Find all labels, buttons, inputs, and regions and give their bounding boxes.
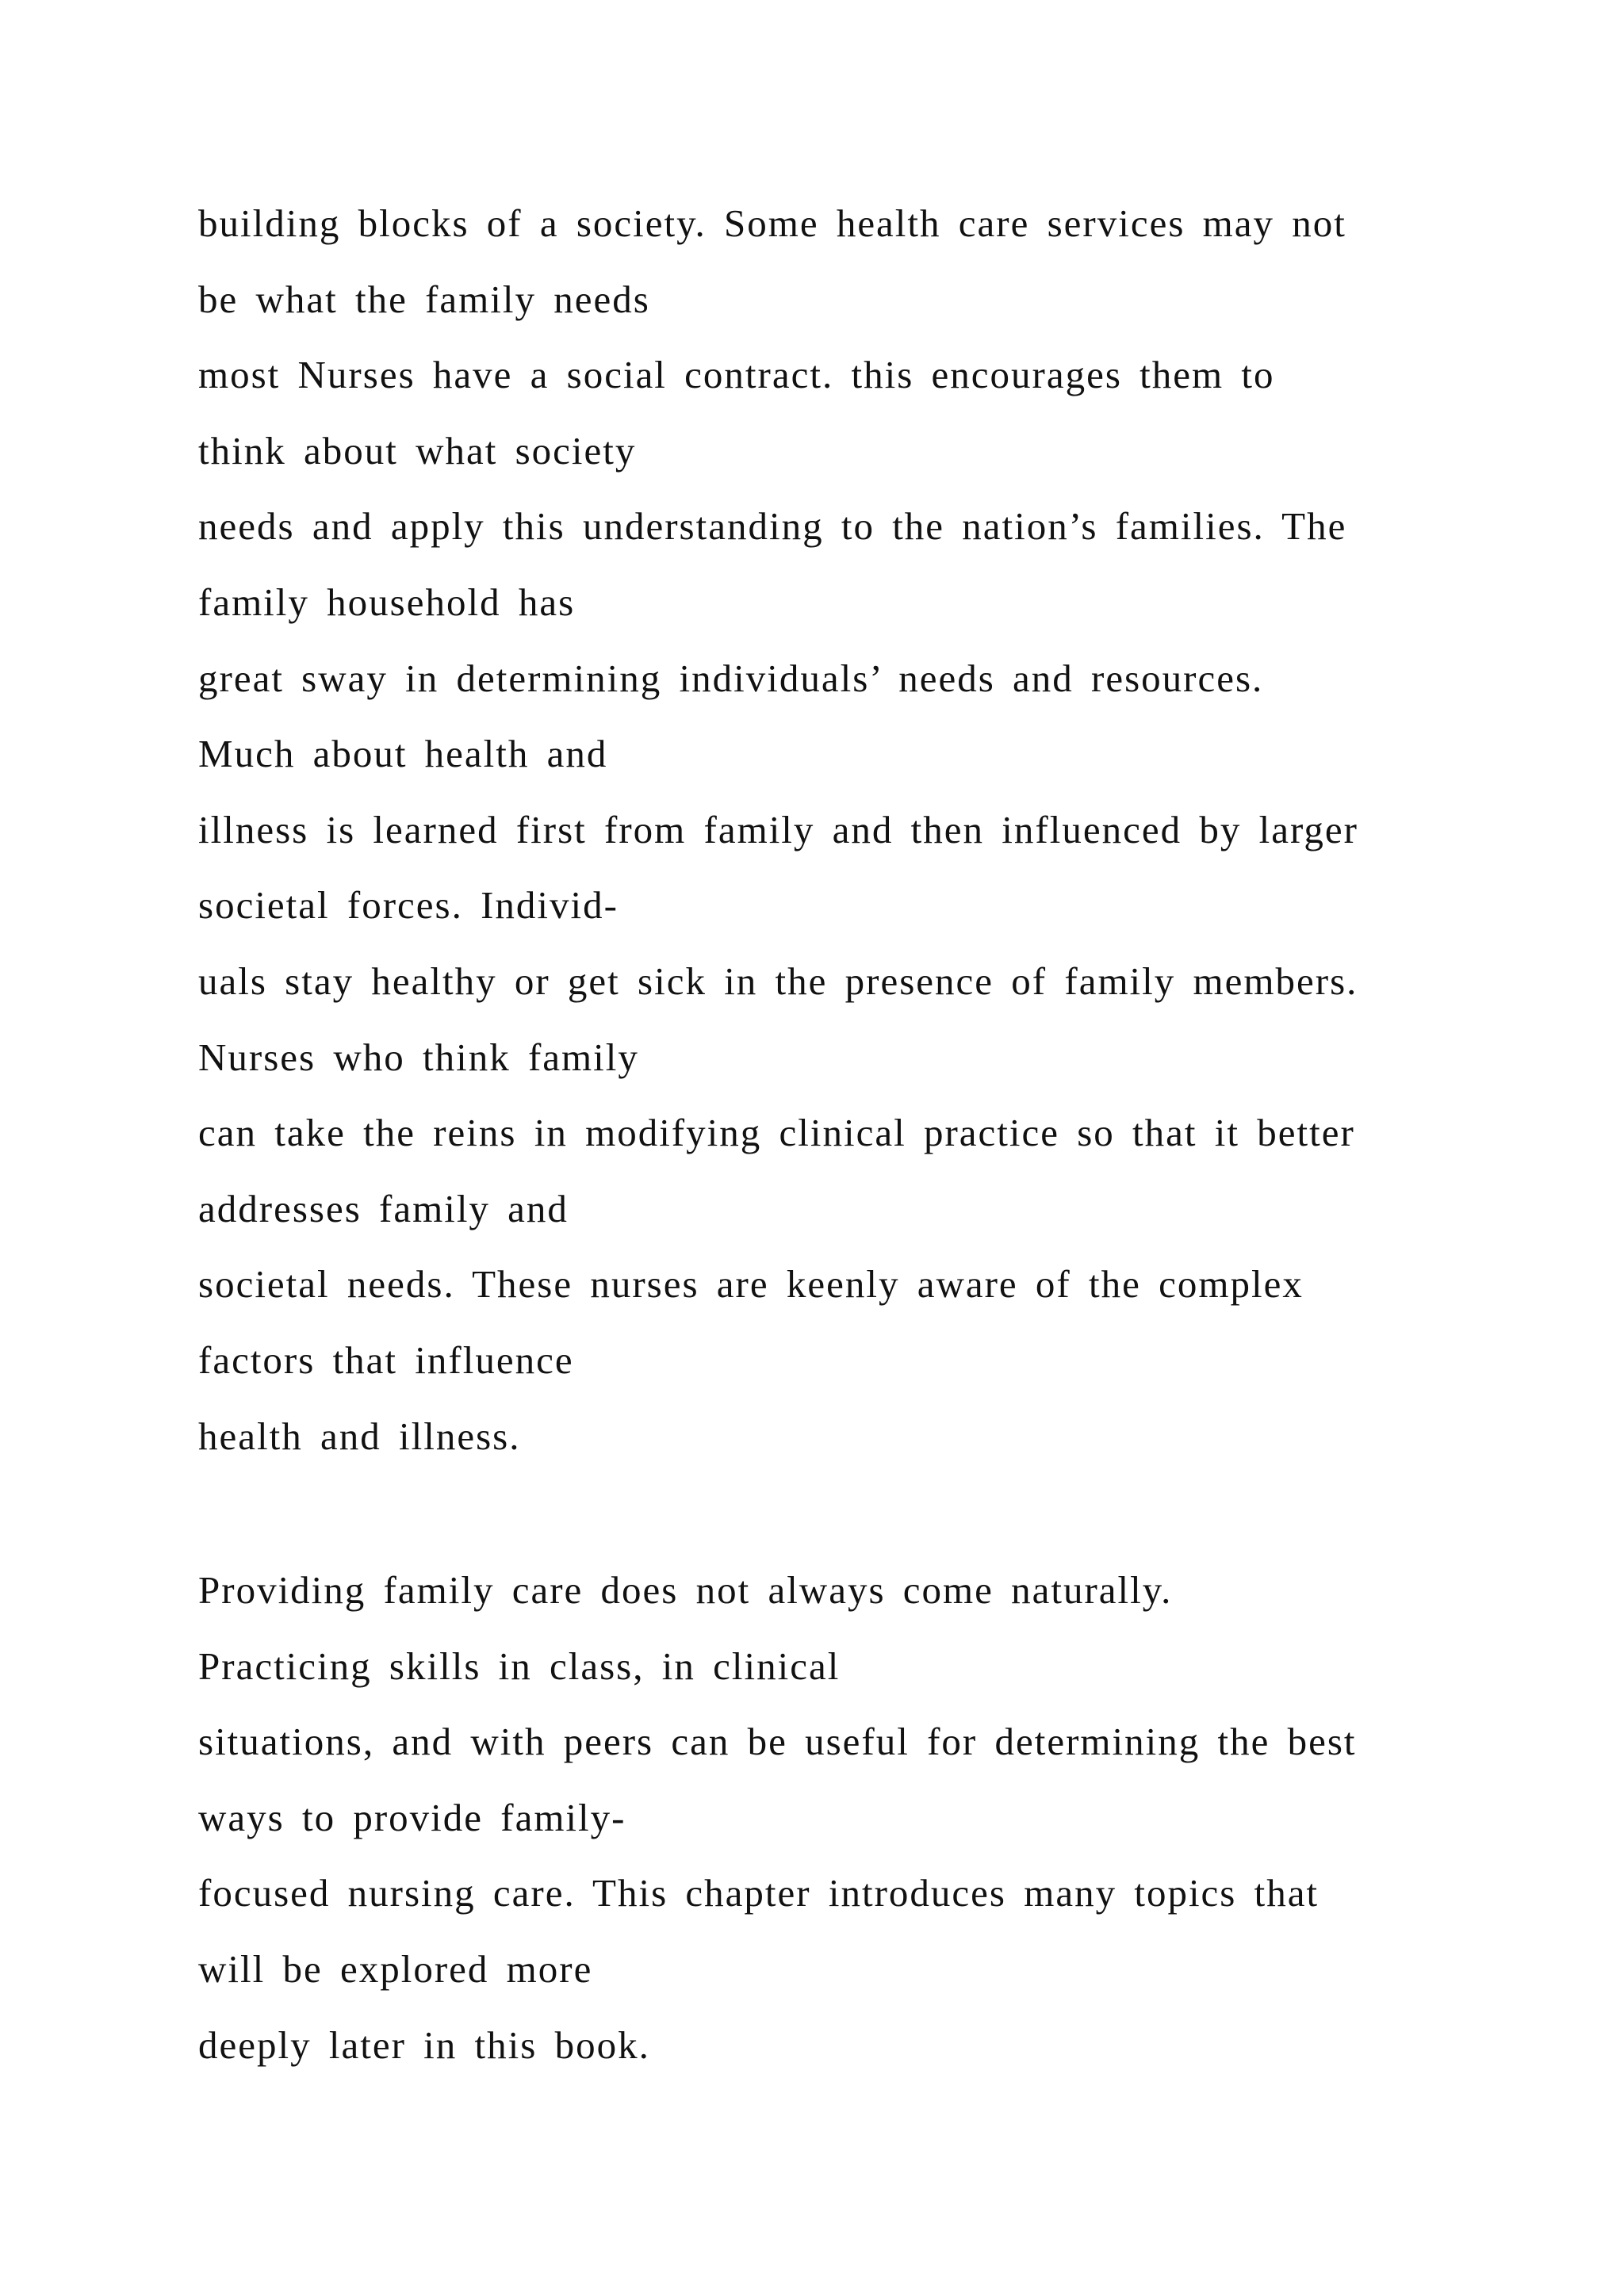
text-line: illness is learned first from family and then influenced by larger (198, 807, 1358, 851)
text-line: focused nursing care. This chapter introduces many topics that (198, 1871, 1320, 1915)
text-line: addresses family and (198, 1186, 569, 1230)
paragraph-1 (198, 186, 1546, 1474)
text-line: societal needs. These nurses are keenly aware of the complex (198, 1262, 1304, 1307)
text-line: Practicing skills in class, in clinical (198, 1644, 841, 1688)
text-line: needs and apply this understanding to the nation’s families. The (198, 504, 1347, 549)
text-line: Much about health and (198, 732, 608, 776)
text-line: think about what society (198, 428, 637, 473)
text-line: family household has (198, 580, 576, 624)
text-line: building blocks of a society. Some health care services may not (198, 201, 1346, 245)
text-line: deeply later in this book. (198, 2022, 650, 2067)
paragraph-2 (198, 1552, 1546, 2083)
text-line: be what the family needs (198, 277, 650, 321)
text-line: Nurses who think family (198, 1035, 639, 1079)
text-line: uals stay healthy or get sick in the presence of family members. (198, 959, 1358, 1003)
text-line: situations, and with peers can be useful for determining the best (198, 1720, 1357, 1764)
text-line: will be explored more (198, 1946, 593, 1991)
text-line: can take the reins in modifying clinical practice so that it better (198, 1111, 1355, 1155)
text-line: ways to provide family- (198, 1795, 626, 1839)
text-line: great sway in determining individuals’ needs and resources. (198, 656, 1264, 700)
text-line: health and illness. (198, 1414, 521, 1458)
text-line: most Nurses have a social contract. this encourages them to (198, 353, 1275, 397)
text-line: societal forces. Individ- (198, 883, 619, 928)
text-line: factors that influence (198, 1337, 574, 1382)
text-line: Providing family care does not always come naturally. (198, 1568, 1173, 1612)
